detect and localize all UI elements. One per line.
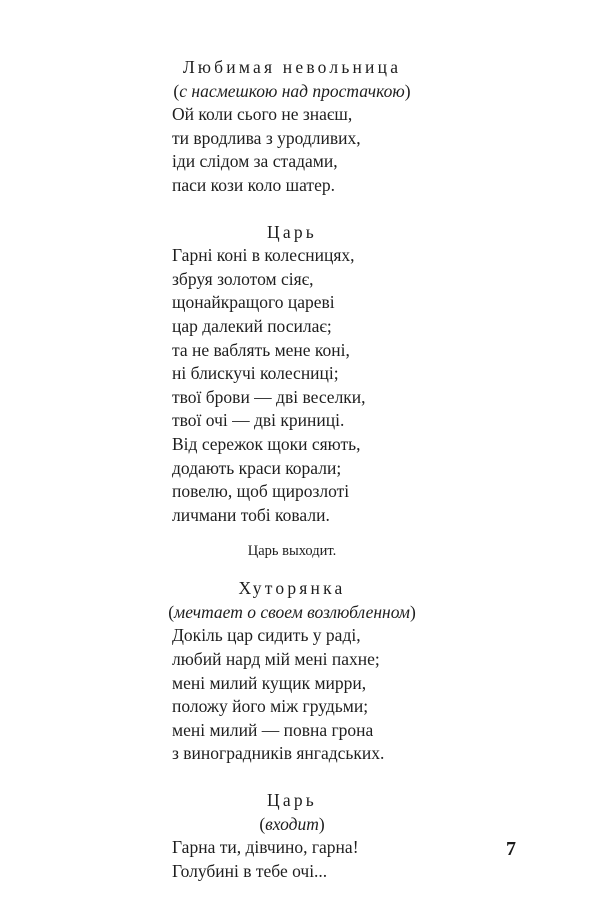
verse-line: твої брови — дві веселки, [172,386,366,407]
verse-line: твої очі — дві криниці. [172,410,345,431]
close-paren: ) [409,601,416,622]
speech-block-lyubimaya [172,56,422,198]
stage-direction-text: входит [265,813,319,834]
verse-line: любий нард мій мені пахне; [172,649,380,670]
close-paren: ) [404,80,411,101]
text-column [168,56,422,883]
speaker-name: Царь [267,790,317,811]
stage-direction-text: с насмешкою над простачкою [179,80,405,101]
verse-line: личмани тобі ковали. [172,504,330,525]
speaker-name: Царь [267,221,317,242]
verse-line: з виноградників янгадських. [172,743,385,764]
exit-stage-direction: Царь выходит. [247,543,337,560]
close-paren: ) [318,813,325,834]
open-paren: ( [168,601,175,622]
verse-line: Ой коли сього не знаєш, [172,104,353,125]
verse-line: мені милий — повна грона [172,719,374,740]
verse-line: щонайкращого цареві [172,292,335,313]
verse-line: Від сережок щоки сяють, [172,433,361,454]
verse-line: Гарна ти, дівчино, гарна! [172,837,359,858]
verse-line: та не ваблять мене коні, [172,339,350,360]
stanza-gap [172,561,422,577]
verse-line: положу його між грудьми; [172,696,369,717]
stage-direction [158,601,426,625]
open-paren: ( [173,80,180,101]
stage-direction [166,80,418,104]
verse-line: цар далекий посилає; [172,315,332,336]
verse-line: додають краси корали; [172,457,342,478]
verse-line: паси кози коло шатер. [172,174,335,195]
stage-direction-text: мечтает о своем возлюбленном [174,601,410,622]
verse-line: ти вродлива з уродливих, [172,127,361,148]
verse-line: мені милий кущик мирри, [172,672,367,693]
speaker-name: Любимая невольница [182,57,402,77]
speech-block-tsar-enters [172,789,422,883]
stanza-gap [172,527,422,541]
speaker-name: Хуторянка [238,578,346,599]
stanza-gap [172,766,422,789]
verse-line: Докіль цар сидить у раді, [172,625,361,646]
verse-line: збруя золотом сіяє, [172,268,314,289]
speech-block-tsar [172,221,422,562]
verse-line: повелю, щоб щирозлоті [172,481,350,502]
open-paren: ( [259,813,266,834]
verse-line: Гарні коні в колесницях, [172,245,355,266]
page-number: 7 [506,838,516,860]
stage-direction [172,813,412,837]
verse-line: ні блискучі колесниці; [172,363,339,384]
speech-block-khutoryanka [168,577,422,766]
verse-line: іди слідом за стадами, [172,151,338,172]
stanza-gap [172,198,422,221]
verse-line: Голубині в тебе очі... [172,860,328,881]
